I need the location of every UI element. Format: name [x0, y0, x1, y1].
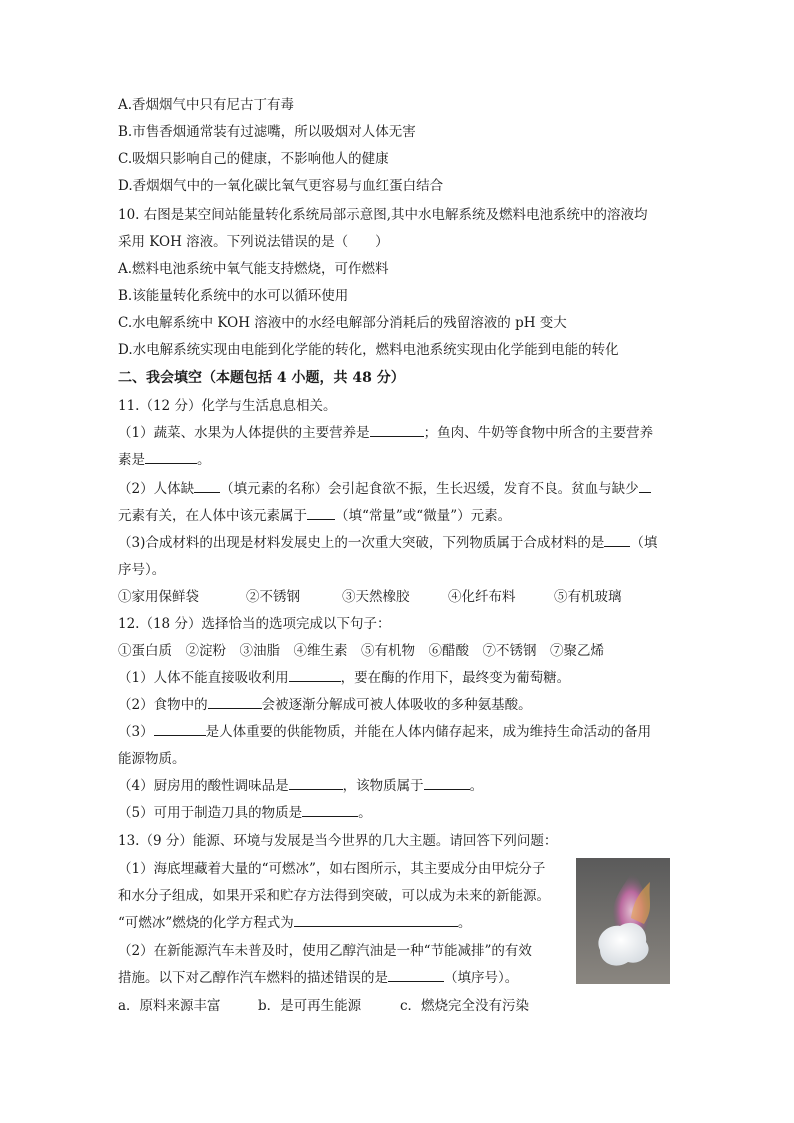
combustible-ice-icon — [576, 858, 670, 984]
q9-option-a: A.香烟烟气中只有尼古丁有毒 — [118, 97, 295, 113]
q13-part2-line2 — [118, 969, 518, 987]
q12-blank-4 — [289, 777, 343, 790]
q11-part3-line1 — [118, 534, 657, 552]
q12-part1-text-a: （1）人体不能直接吸收利用 — [118, 670, 289, 686]
q11-part1-text-a: （1）蔬菜、水果为人体提供的主要营养是 — [118, 425, 370, 441]
q12-part4-text-a: （4）厨房用的酸性调味品是 — [118, 778, 289, 794]
q11-option-1: ①家用保鲜袋 — [118, 589, 199, 605]
q12-part3-text-b: 是人体重要的供能物质，并能在人体内储存起来，成为维持生命活动的备用 — [205, 724, 652, 740]
q11-part2-text-d: （填“常量”或“微量”）元素。 — [335, 508, 512, 524]
q11-blank-1 — [370, 424, 424, 437]
q9-option-c: C.吸烟只影响自己的健康，不影响他人的健康 — [118, 151, 389, 167]
q11-part3-text-b: （填 — [630, 535, 658, 551]
q13-blank-1 — [294, 914, 458, 927]
q13-stem: 13.（9 分）能源、环境与发展是当今世界的几大主题。请回答下列问题： — [118, 833, 558, 849]
q11-stem: 11.（12 分）化学与生活息息相关。 — [118, 398, 337, 414]
q11-part1-text-c: 素是 — [118, 452, 145, 468]
q12-part4 — [118, 777, 483, 795]
q11-part2-line2 — [118, 507, 511, 525]
q11-part1-text-d: 。 — [197, 452, 211, 468]
q13-part2-line1: （2）在新能源汽车未普及时，使用乙醇汽油是一种“节能减排”的有效 — [118, 943, 532, 959]
q13-part1-text-d: 。 — [457, 915, 472, 931]
q9-option-d: D.香烟烟气中的一氧化碳比氧气更容易与血红蛋白结合 — [118, 178, 444, 194]
q11-blank-5 — [307, 507, 335, 520]
q12-part5 — [118, 804, 372, 822]
q10-option-a: A.燃料电池系统中氧气能支持燃烧，可作燃料 — [118, 261, 389, 277]
q12-part5-text-a: （5）可用于制造刀具的物质是 — [118, 805, 303, 821]
q11-blank-6 — [604, 534, 630, 547]
q13-option-c: c．燃烧完全没有污染 — [400, 998, 530, 1014]
q13-part2-text-b: 措施。以下对乙醇作汽车燃料的描述错误的是 — [118, 970, 388, 986]
q12-part1 — [118, 669, 570, 687]
q11-blank-3 — [194, 480, 220, 493]
q12-part1-text-b: ，要在酶的作用下，最终变为葡萄糖。 — [340, 670, 571, 686]
q11-part2-line1 — [118, 480, 651, 498]
q11-option-5: ⑤有机玻璃 — [554, 589, 622, 605]
q12-part4-text-b: ，该物质属于 — [342, 778, 424, 794]
q11-option-2: ②不锈钢 — [246, 589, 300, 605]
q12-blank-2 — [208, 696, 262, 709]
q13-part1-line1: （1）海底埋藏着大量的“可燃冰”，如右图所示，其主要成分由甲烷分子 — [118, 861, 546, 877]
q11-option-3: ③天然橡胶 — [342, 589, 410, 605]
q13-blank-2 — [388, 969, 444, 982]
q11-part1-line1 — [118, 424, 653, 442]
q11-blank-4 — [639, 480, 651, 493]
q12-part2-text-b: 会被逐渐分解成可被人体吸收的多种氨基酸。 — [261, 697, 532, 713]
q10-option-c: C.水电解系统中 KOH 溶液中的水经电解部分消耗后的残留溶液的 pH 变大 — [118, 315, 567, 331]
q12-part2 — [118, 696, 532, 714]
q11-part3-text-a: （3)合成材料的出现是材料发展史上的一次重大突破，下列物质属于合成材料的是 — [118, 535, 605, 551]
q13-part1-line2: 和水分子组成，如果开采和贮存方法得到突破，可以成为未来的新能源。 — [118, 888, 550, 904]
q11-part2-text-a: （2）人体缺 — [118, 481, 195, 497]
q10-stem-line2: 采用 KOH 溶液。下列说法错误的是（ ） — [118, 234, 389, 250]
q13-part1-line3 — [118, 914, 471, 932]
q12-blank-3 — [154, 723, 206, 736]
q12-options: ①蛋白质 ②淀粉 ③油脂 ④维生素 ⑤有机物 ⑥醋酸 ⑦不锈钢 ⑦聚乙烯 — [118, 643, 604, 659]
q11-part2-text-c: 元素有关，在人体中该元素属于 — [118, 508, 307, 524]
q12-part3-text-a: （3） — [118, 724, 154, 740]
q10-option-d: D.水电解系统实现由电能到化学能的转化，燃料电池系统实现由化学能到电能的转化 — [118, 342, 619, 358]
q11-part1-text-b: ；鱼肉、牛奶等食物中所含的主要营养 — [423, 425, 654, 441]
q12-blank-5 — [424, 777, 470, 790]
section-2-heading: 二、我会填空（本题包括 4 小题，共 48 分） — [118, 370, 405, 386]
q9-option-b: B.市售香烟通常装有过滤嘴，所以吸烟对人体无害 — [118, 124, 416, 140]
q13-part2-text-c: （填序号）。 — [444, 970, 519, 986]
q12-blank-1 — [289, 669, 341, 682]
q11-part2-text-b: （填元素的名称）会引起食欲不振，生长迟缓，发育不良。贫血与缺少 — [220, 481, 639, 497]
q11-blank-2 — [145, 451, 197, 464]
q13-option-a: a．原料来源丰富 — [118, 998, 221, 1014]
q12-part4-text-c: 。 — [469, 778, 484, 794]
q12-part3-line2: 能源物质。 — [118, 751, 186, 767]
q12-part3-line1 — [118, 723, 651, 741]
q13-part1-text-c: “可燃冰”燃烧的化学方程式为 — [118, 915, 294, 931]
q12-blank-6 — [302, 804, 358, 817]
q12-part5-text-b: 。 — [358, 805, 372, 821]
burning-combustible-ice-photo — [576, 858, 670, 984]
q10-stem-line1: 10. 右图是某空间站能量转化系统局部示意图,其中水电解系统及燃料电池系统中的溶液均 — [118, 207, 648, 223]
q11-part1-line2 — [118, 451, 211, 469]
q12-part2-text-a: （2）食物中的 — [118, 697, 208, 713]
q12-stem: 12.（18 分）选择恰当的选项完成以下句子： — [118, 616, 391, 632]
q11-option-4: ④化纤布料 — [448, 589, 516, 605]
q11-part3-line2: 序号）。 — [118, 562, 166, 578]
q13-option-b: b．是可再生能源 — [258, 998, 362, 1014]
q10-option-b: B.该能量转化系统中的水可以循环使用 — [118, 288, 349, 304]
